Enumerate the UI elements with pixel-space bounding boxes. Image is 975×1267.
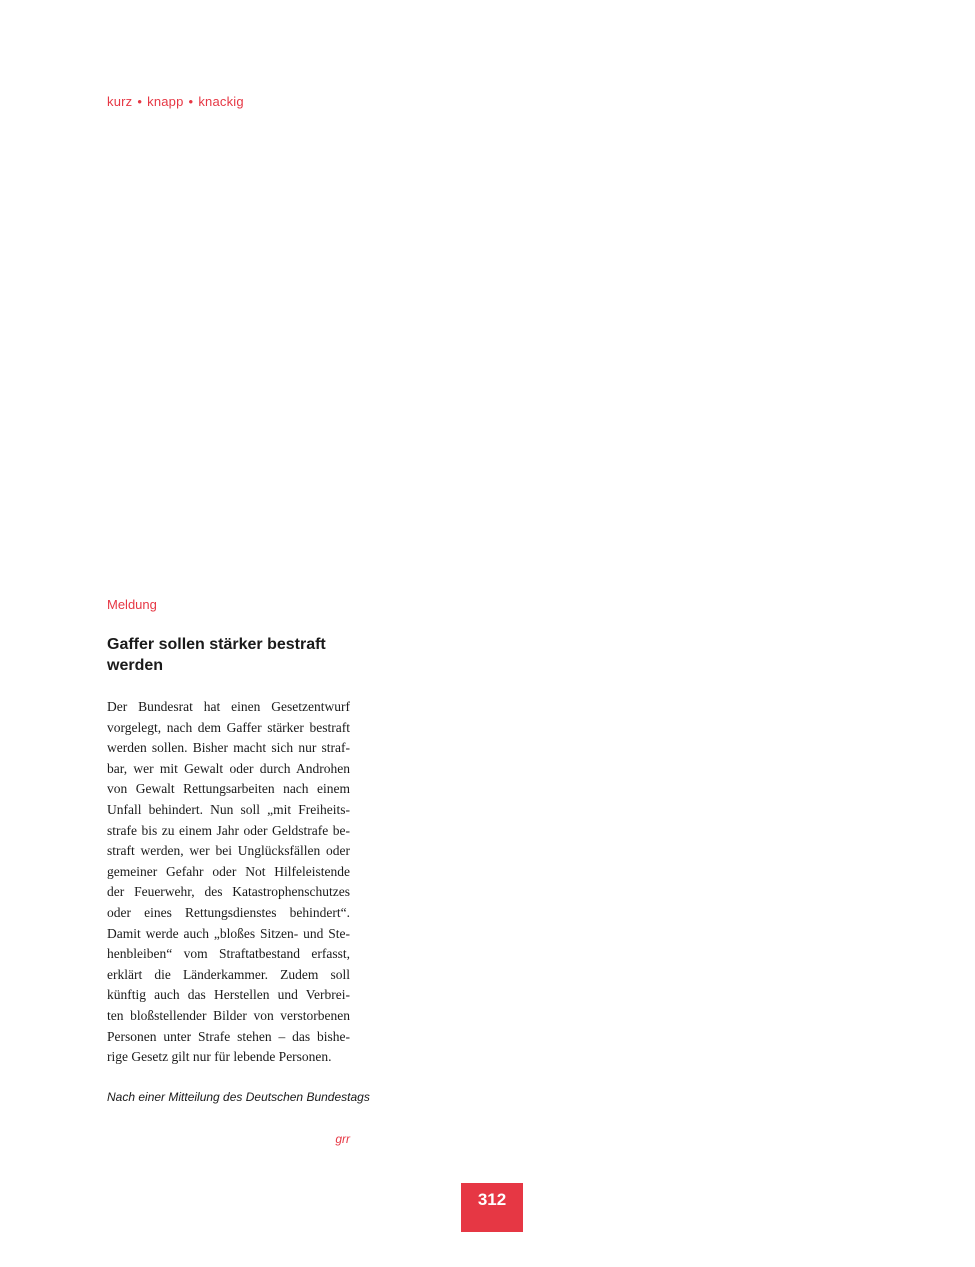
body-line: gemeiner Gefahr oder Not Hilfeleistende [107, 863, 350, 879]
header-item-knackig: knackig [198, 94, 244, 109]
body-line: straft werden, wer bei Unglücksfällen oder [107, 843, 350, 859]
body-line: henbleiben“ vom Straftatbestand erfasst, [107, 946, 350, 962]
header-separator: • [137, 94, 143, 109]
body-line: bar, wer mit Gewalt oder durch Androhen [107, 760, 350, 776]
article-kicker: Meldung [107, 597, 157, 612]
article-headline: Gaffer sollen stärker bestraft werden [107, 636, 326, 674]
body-line: Der Bundesrat hat einen Gesetzentwurf [107, 699, 350, 714]
page-number-badge [461, 1183, 523, 1232]
header-separator: • [188, 94, 194, 109]
article-author: grr [335, 1131, 350, 1146]
article-body [107, 697, 350, 1068]
article [107, 597, 370, 1147]
header-item-knapp: knapp [147, 94, 184, 109]
body-line: vorgelegt, nach dem Gaffer stärker bestraft [107, 719, 350, 735]
body-line: der Feuerwehr, des Katastrophenschutzes [107, 884, 350, 900]
body-line: erklärt die Länderkammer. Zudem soll [107, 966, 350, 982]
body-line: Damit werde auch „bloßes Sitzen- und Ste- [107, 925, 350, 941]
body-line: oder eines Rettungsdienstes behindert“. [107, 904, 350, 920]
body-line: werden sollen. Bisher macht sich nur straf- [107, 740, 350, 756]
body-line: rige Gesetz gilt nur für lebende Personen. [107, 1049, 332, 1065]
body-line: ten bloßstellender Bilder von verstorbenen [107, 1007, 350, 1023]
body-line: von Gewalt Rettungsarbeiten nach einem [107, 781, 350, 797]
body-line: Unfall behindert. Nun soll „mit Freiheits- [107, 801, 350, 817]
running-header [107, 94, 244, 109]
header-item-kurz: kurz [107, 94, 133, 109]
page-number: 312 [477, 1190, 507, 1209]
body-line: künftig auch das Herstellen und Verbrei- [107, 987, 350, 1003]
body-line: Personen unter Strafe stehen – das bishe- [107, 1028, 350, 1044]
body-line: strafe bis zu einem Jahr oder Geldstrafe be- [107, 822, 350, 838]
article-source: Nach einer Mitteilung des Deutschen Bundestags [107, 1089, 370, 1104]
